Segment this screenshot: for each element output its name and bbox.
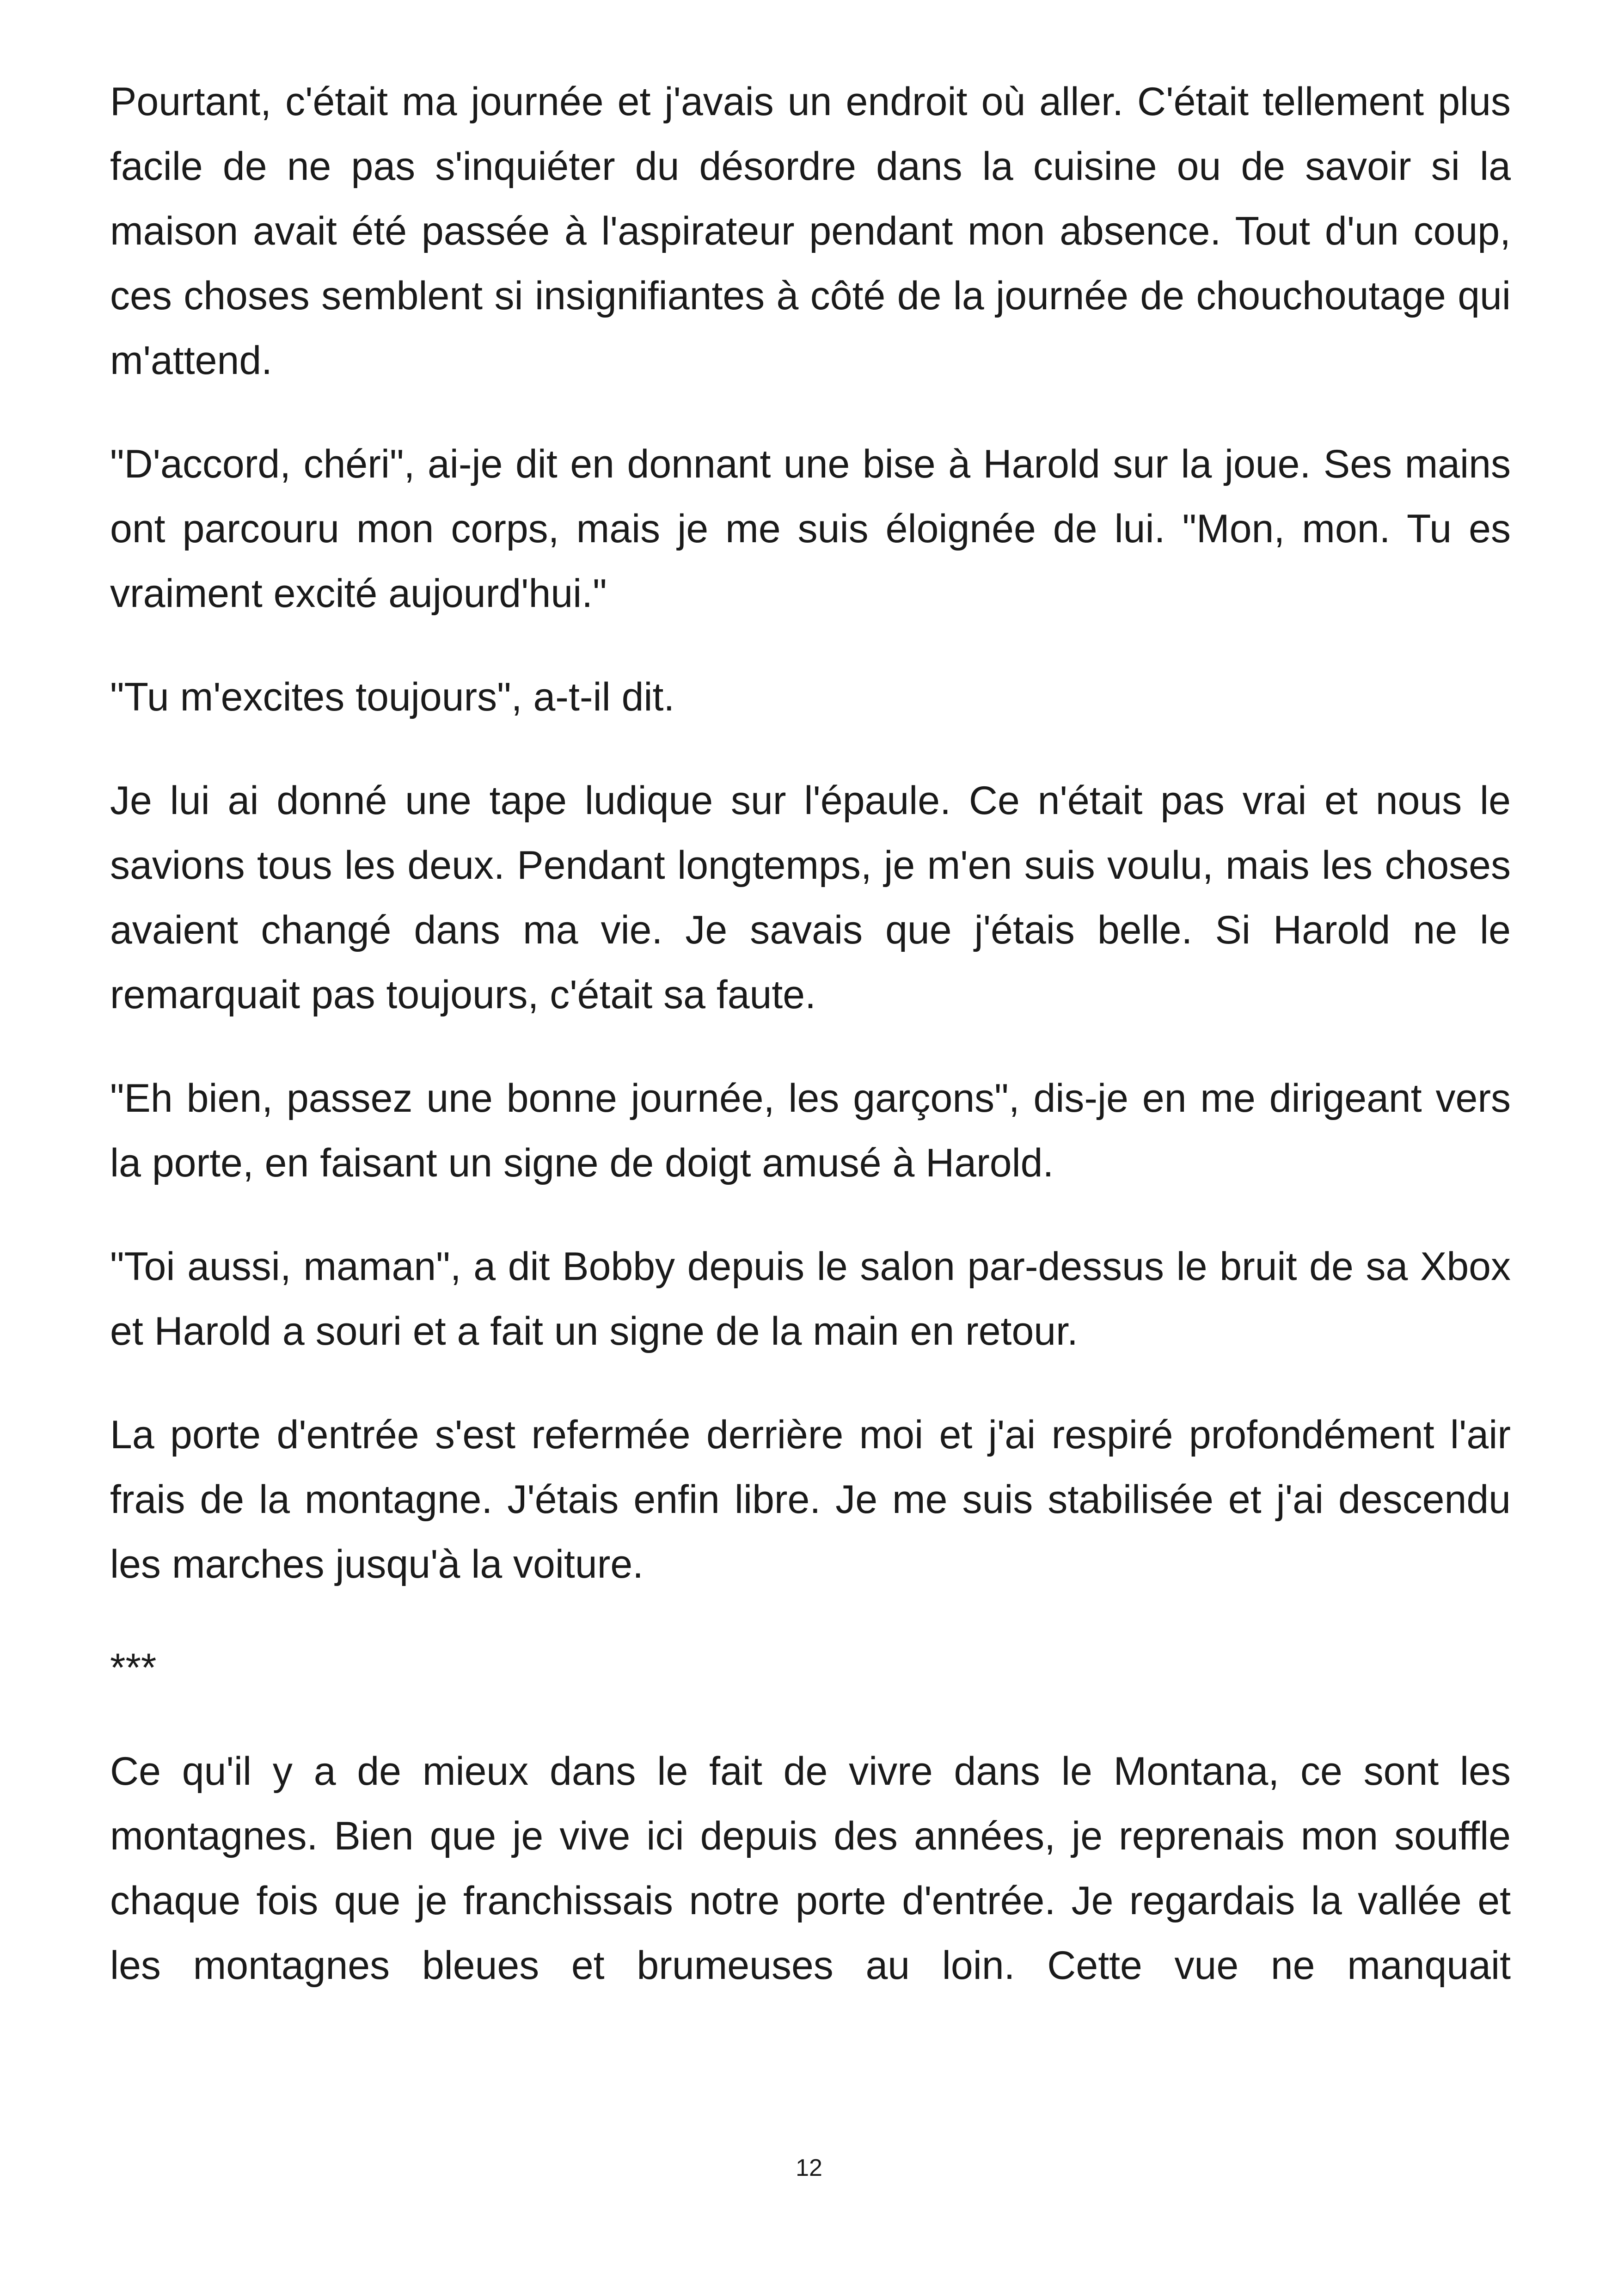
paragraph: Je lui ai donné une tape ludique sur l'épaule. Ce n'était pas vrai et nous le savions tous les deux. Pendant longtemps, je m'en suis voulu, mais les choses avaient changé dans ma vie. Je savais que j'étais belle. Si Harold ne le remarquait pas toujours, c'était sa faute.: [110, 778, 1511, 1017]
paragraph: "Tu m'excites toujours", a-t-il dit.: [110, 675, 675, 719]
scene-separator: ***: [110, 1646, 157, 1690]
paragraph: "D'accord, chéri", ai-je dit en donnant une bise à Harold sur la joue. Ses mains ont parcouru mon corps, mais je me suis éloignée de lui. "Mon, mon. Tu es vraiment excité aujourd'hui.": [110, 442, 1511, 616]
page-body-text: [110, 69, 1511, 1998]
paragraph: La porte d'entrée s'est refermée derrière moi et j'ai respiré profondément l'air frais de la montagne. J'étais enfin libre. Je me suis stabilisée et j'ai descendu les marches jusqu'à la voiture.: [110, 1413, 1511, 1586]
paragraph: Ce qu'il y a de mieux dans le fait de vivre dans le Montana, ce sont les montagnes. Bien que je vive ici depuis des années, je reprenais mon souffle chaque fois que je franchissais notre porte d'entrée. Je regardais la vallée et les montagnes bleues et brumeuses au loin. Cette vue ne manquait: [110, 1749, 1511, 1988]
paragraph: "Toi aussi, maman", a dit Bobby depuis le salon par-dessus le bruit de sa Xbox et Harold a souri et a fait un signe de la main en retour.: [110, 1244, 1511, 1353]
paragraph: Pourtant, c'était ma journée et j'avais un endroit où aller. C'était tellement plus facile de ne pas s'inquiéter du désordre dans la cuisine ou de savoir si la maison avait été passée à l'aspirateur pendant mon absence. Tout d'un coup, ces choses semblent si insignifiantes à côté de la journée de chouchoutage qui m'attend.: [110, 80, 1511, 383]
paragraph: "Eh bien, passez une bonne journée, les garçons", dis-je en me dirigeant vers la porte, en faisant un signe de doigt amusé à Harold.: [110, 1076, 1511, 1185]
page-number: 12: [796, 2155, 822, 2181]
